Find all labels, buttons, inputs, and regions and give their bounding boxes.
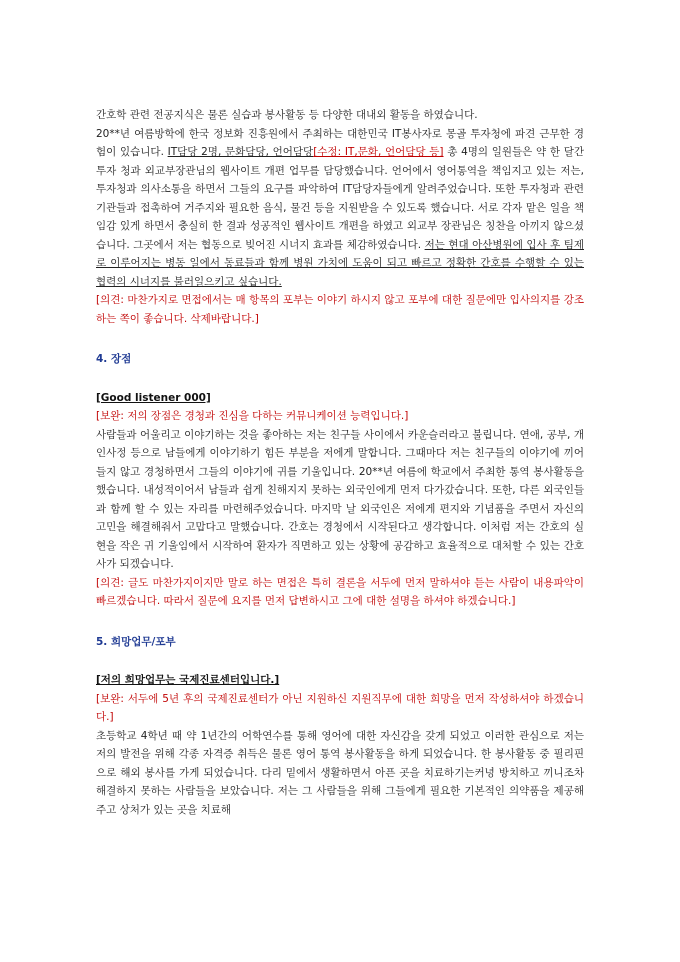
section-4-subtitle: [Good listener 000]	[96, 391, 211, 404]
opinion-comment-1: [의견: 마찬가지로 면접에서는 매 항목의 포부는 이야기 하시지 않고 포부에 대한 질문에만 입사의지를 강조하는 쪽이 좋습니다. 삭제바랍니다.]	[96, 294, 584, 325]
section-4-body: 사람들과 어울리고 이야기하는 것을 좋아하는 저는 친구들 사이에서 카운슬러라고 불립니다. 연애, 공부, 개인사정 등으로 남들에게 이야기하기 힘든 부분을 저에게 말합니다. 그때마다 저는 친구들의 이야기에 끼어들지 않고 경청하면서 그들의 이야기에 귀를 기울입니다. 20**년 여름에 학교에서 주최한 통역 봉사활동을 했습니다. 내성적이어서 남들과 쉽게 친해지지 못하는 외국인에게 먼저 다가갔습니다. 또한, 다른 외국인들과 함께 할 수 있는 자리를 마련해주었습니다. 마지막 날 외국인은 저에게 편지와 기념품을 주면서 자신의 고민을 해결해줘서 고맙다고 말했습니다. 간호는 경청에서 시작된다고 생각합니다. 이처럼 저는 간호의 실현을 작은 귀 기울임에서 시작하여 환자가 직면하고 있는 상황에 공감하고 효율적으로 대처할 수 있는 간호사가 되겠습니다.	[96, 428, 584, 570]
team-roles-underlined: IT담당 2명, 문화담당, 언어담당	[167, 146, 314, 158]
opinion-comment-2: [의견: 글도 마찬가지이지만 말로 하는 면접은 특히 결론을 서두에 먼저 말하셔야 듣는 사람이 내용파악이 빠르겠습니다. 따라서 질문에 요지를 먼저 답변하시고 그에 대한 설명을 하셔야 하겠습니다.]	[96, 576, 584, 607]
section-5-heading: 5. 희망업무/포부	[96, 635, 176, 648]
section-5-supplement: [보완: 서두에 5년 후의 국제진료센터가 아닌 지원하신 지원직무에 대한 희망을 먼저 작성하셔야 하겠습니다.]	[96, 692, 584, 723]
experience-text-1: 20**년 여름방학에 한국 정보화 진흥원에서 주최하는 대한민국 IT봉사자로 몽골 투자청에 파견 근무한 경험이 있습니다.	[96, 127, 584, 158]
experience-text-2: 총 4명의 일원들은 약 한 달간 투자 청과 외교부장관님의 웹사이트 개편 업무를 담당했습니다. 언어에서 영어통역을 책임지고 있는 저는, 투자청과 의사소통을 하면서 그들의 요구를 파악하여 IT담당자들에게 알려주었습니다. 또한 투자청과 관련기관들과 접촉하여 거주지와 필요한 음식, 물건 등을 지원받을 수 있도록 했습니다. 서로 각자 맡은 일을 책임감 있게 하면서 충실히 한 결과 성공적인 웹사이트 개편을 하였고 외교부 장관님은 칭찬을 아끼지 않으셨습니다. 그곳에서 저는 협동으로 빚어진 시너지 효과를 체감하였습니다.	[96, 146, 585, 251]
section-4-heading: 4. 장점	[96, 353, 132, 365]
intro-line: 간호학 관련 전공지식은 물론 실습과 봉사활동 등 다양한 대내외 활동을 하였습니다.	[96, 109, 478, 121]
document-body	[96, 106, 584, 819]
correction-note: [수정: IT,문화, 언어담당 등]	[313, 146, 444, 158]
section-5-body: 초등학교 4학년 때 약 1년간의 어학연수를 통해 영어에 대한 자신감을 갖게 되었고 이러한 관심으로 저는 저의 발전을 위해 각종 자격증 취득은 물론 영어 통역 봉사활동을 하게 되었습니다. 한 봉사활동 중 필리핀으로 해외 봉사를 가게 되었습니다. 다리 밑에서 생활하면서 아픈 곳을 치료하기는커녕 방치하고 끼니조차 해결하지 못하는 사람들을 보았습니다. 저는 그 사람들을 위해 그들에게 필요한 기본적인 의약품을 제공해주고 상처가 있는 곳을 치료해	[96, 729, 584, 816]
experience-paragraph	[96, 125, 584, 292]
section-5-subtitle: [저의 희망업무는 국제진료센터입니다.]	[96, 674, 280, 686]
aspiration-underlined: 저는 현대 아산병원에 입사 후 팀제로 이루어지는 병동 일에서 동료들과 함께 병원 가치에 도움이 되고 빠르고 정확한 간호를 수행할 수 있는 협력의 시너지를 불러일으키고 싶습니다.	[96, 238, 584, 288]
section-4-supplement: [보완: 저의 장점은 경청과 진심을 다하는 커뮤니케이션 능력입니다.]	[96, 410, 409, 422]
